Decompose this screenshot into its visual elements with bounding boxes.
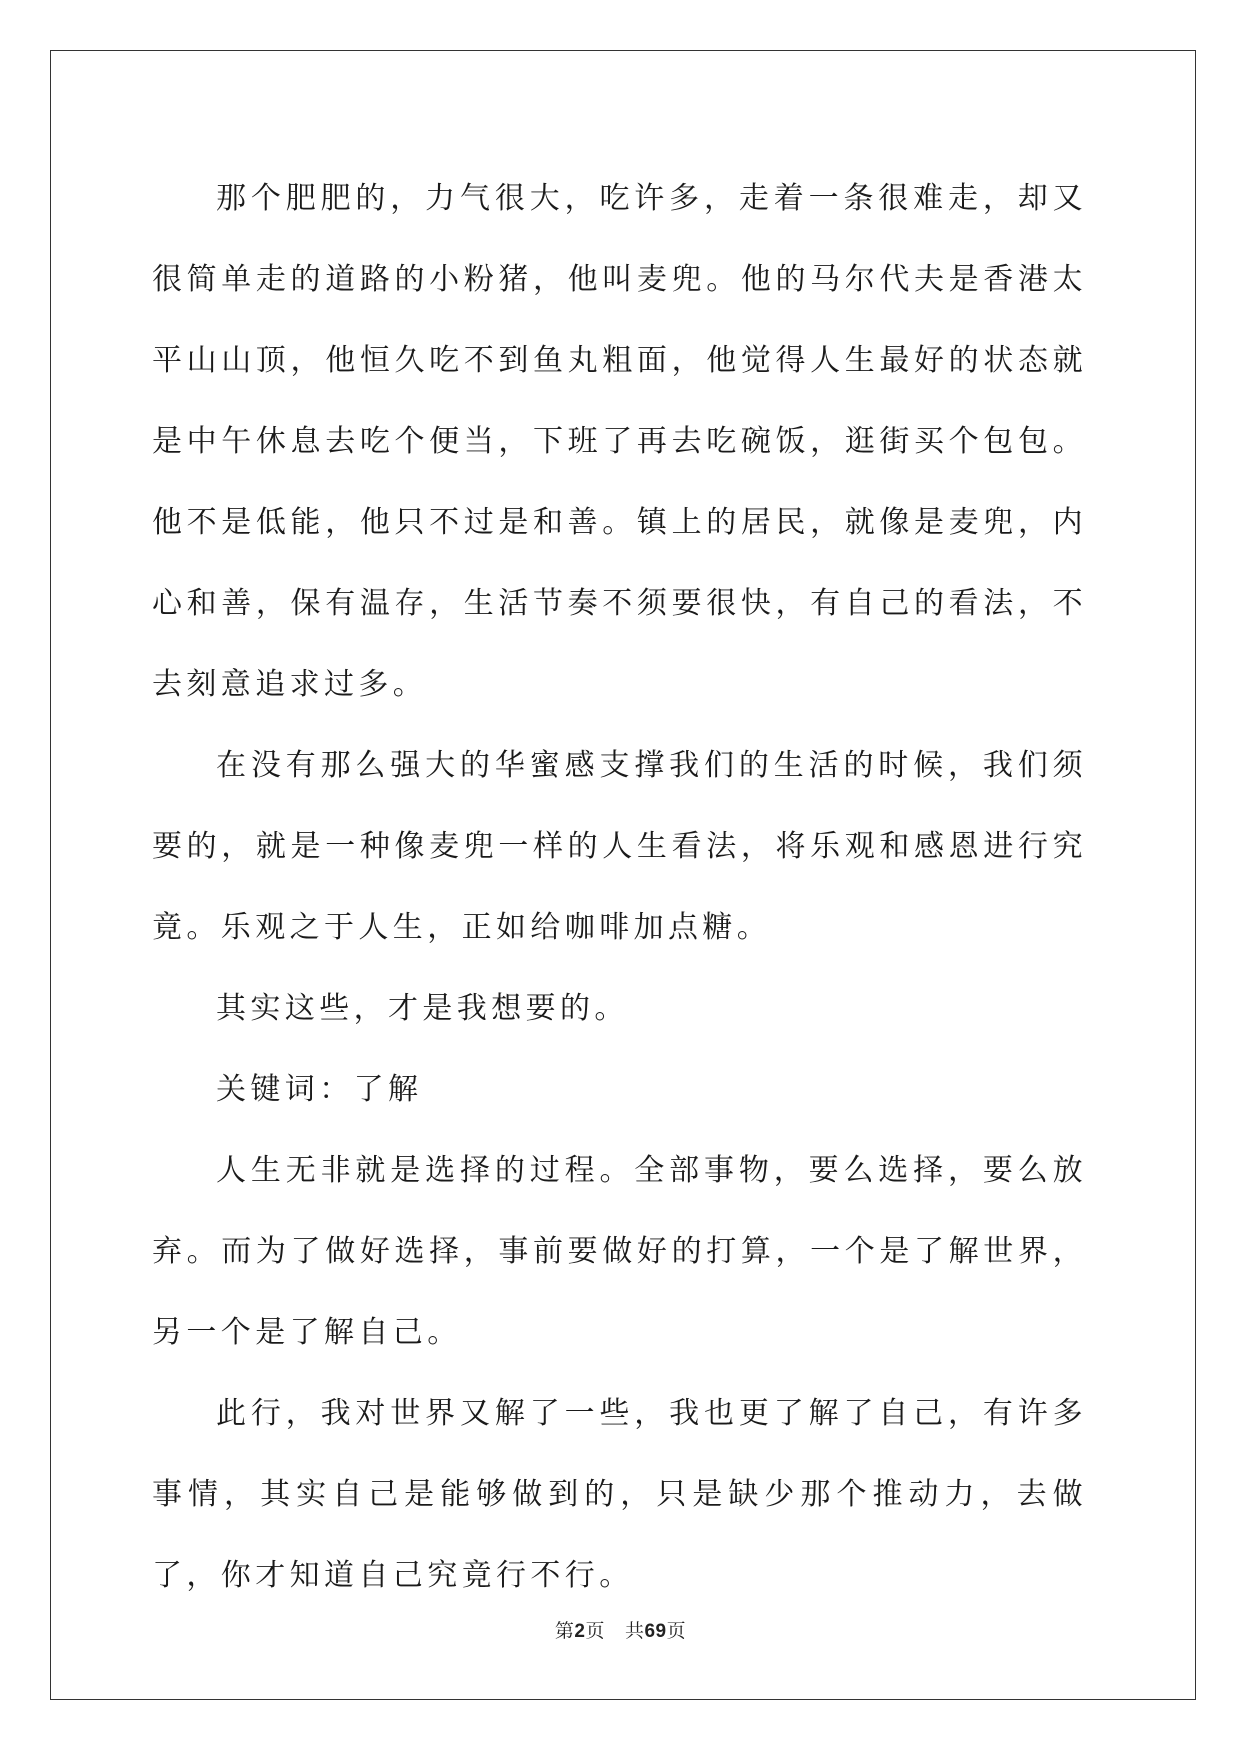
document-body — [152, 158, 1087, 1616]
footer-total-prefix: 共 — [624, 1621, 645, 1642]
paragraph-5: 人生无非就是选择的过程。全部事物，要么选择，要么放弃。而为了做好选择，事前要做好的打算，一个是了解世界，另一个是了解自己。 — [152, 1153, 1087, 1350]
paragraph-3: 其实这些，才是我想要的。 — [216, 991, 629, 1026]
footer-page-word: 页 — [585, 1621, 605, 1642]
paragraph-2: 在没有那么强大的华蜜感支撑我们的生活的时候，我们须要的，就是一种像麦兜一样的人生看法，将乐观和感恩进行究竟。乐观之于人生，正如给咖啡加点糖。 — [152, 748, 1087, 945]
page-footer — [0, 1616, 1241, 1643]
paragraph-6: 此行，我对世界又解了一些，我也更了解了自己，有许多事情，其实自己是能够做到的，只是缺少那个推动力，去做了，你才知道自己究竟行不行。 — [152, 1396, 1087, 1593]
total-pages-number: 69 — [644, 1621, 667, 1642]
paragraph-1: 那个肥肥的，力气很大，吃许多，走着一条很难走，却又很简单走的道路的小粉猪，他叫麦兜。他的马尔代夫是香港太平山山顶，他恒久吃不到鱼丸粗面，他觉得人生最好的状态就是中午休息去吃个便当，下班了再去吃碗饭，逛街买个包包。他不是低能，他只不过是和善。镇上的居民，就像是麦兜，内心和善，保有温存，生活节奏不须要很快，有自己的看法，不去刻意追求过多。 — [152, 181, 1087, 702]
current-page-number: 2 — [574, 1621, 586, 1642]
paragraph-4-keyword: 关键词：了解 — [216, 1072, 423, 1107]
footer-total-suffix: 页 — [666, 1621, 687, 1642]
footer-prefix: 第 — [554, 1621, 575, 1642]
